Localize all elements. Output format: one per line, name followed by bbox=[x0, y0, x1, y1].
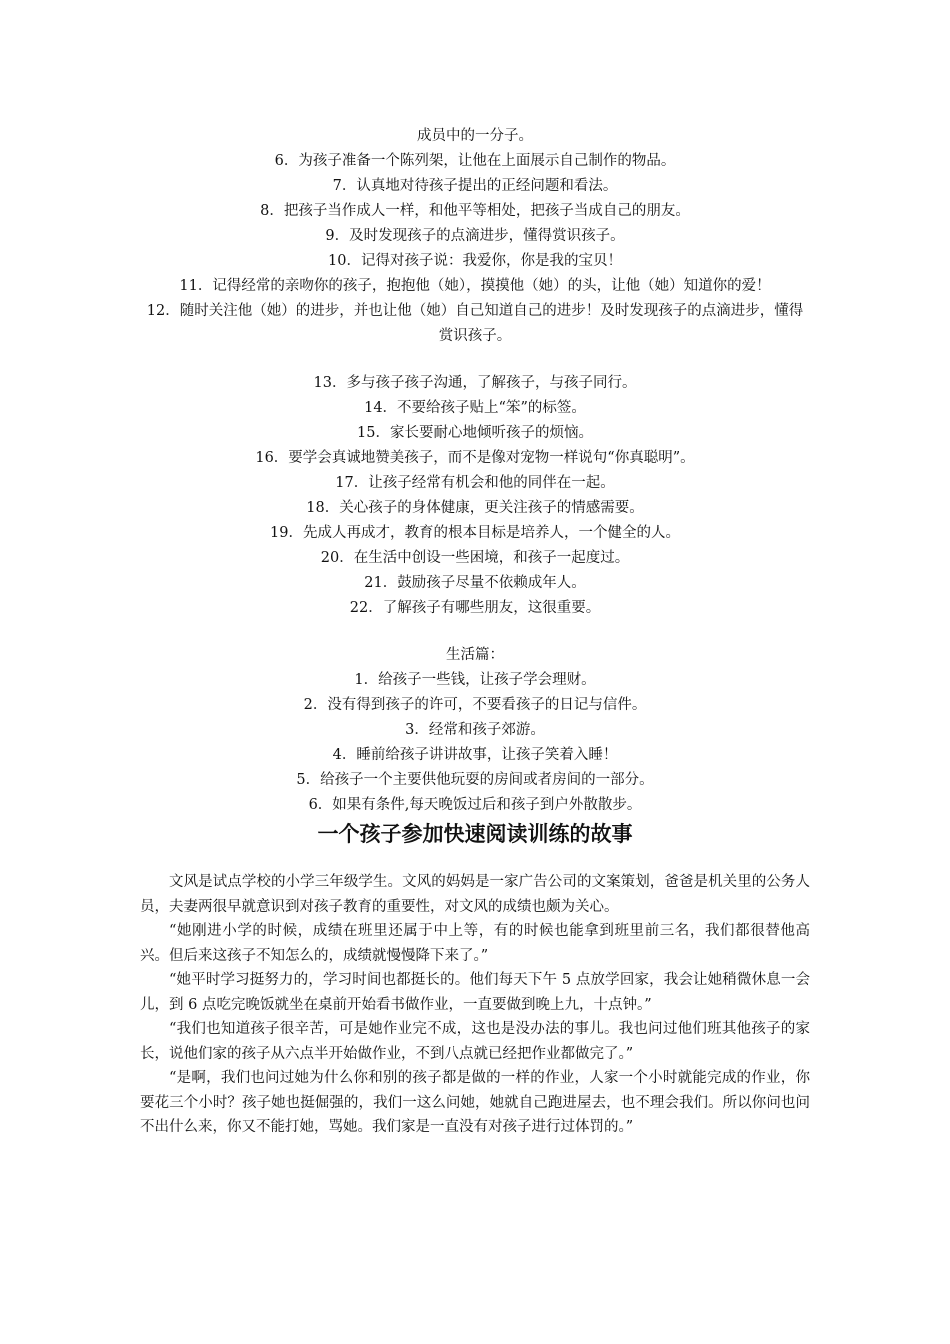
story-paragraph: 文风是试点学校的小学三年级学生。文风的妈妈是一家广告公司的文案策划，爸爸是机关里的公务人员，夫妻两很早就意识到对孩子教育的重要性，对文风的成绩也颇为关心。 bbox=[140, 874, 810, 915]
story-title: 一个孩子参加快速阅读训练的故事 bbox=[317, 822, 633, 846]
list-item: 8．把孩子当作成人一样，和他平等相处，把孩子当成自己的朋友。 bbox=[260, 203, 690, 219]
list-item: 17．让孩子经常有机会和他的同伴在一起。 bbox=[335, 475, 615, 491]
list-item: 6．为孩子准备一个陈列架，让他在上面展示自己制作的物品。 bbox=[274, 153, 676, 169]
story-body bbox=[140, 870, 810, 1140]
list-item: 2．没有得到孩子的许可，不要看孩子的日记与信件。 bbox=[303, 697, 647, 713]
list-item: 14．不要给孩子贴上“笨”的标签。 bbox=[364, 400, 586, 416]
list-item: 13．多与孩子孩子沟通，了解孩子，与孩子同行。 bbox=[313, 375, 637, 391]
list-item: 1．给孩子一些钱，让孩子学会理财。 bbox=[354, 672, 596, 688]
spacer bbox=[140, 349, 810, 371]
list-item: 11．记得经常的亲吻你的孩子，抱抱他（她），摸摸他（她）的头，让他（她）知道你的爱！ bbox=[179, 278, 771, 294]
list-item: 18．关心孩子的身体健康，更关注孩子的情感需要。 bbox=[306, 500, 644, 516]
list-item: 7．认真地对待孩子提出的正经问题和看法。 bbox=[332, 178, 618, 194]
section-heading: 生活篇： bbox=[446, 647, 504, 663]
list-item: 10．记得对孩子说：我爱你，你是我的宝贝！ bbox=[328, 253, 622, 269]
story-paragraph: “是啊，我们也问过她为什么你和别的孩子都是做的一样的作业，人家一个小时就能完成的作业，你要花三个小时？孩子她也挺倔强的，我们一这么问她，她就自己跑进屋去，也不理会我们。所以你问也问不出什么来，你又不能打她，骂她。我们家是一直没有对孩子进行过体罚的。” bbox=[140, 1070, 810, 1135]
story-paragraph: “她刚进小学的时候，成绩在班里还属于中上等，有的时候也能拿到班里前三名，我们都很替他高兴。但后来这孩子不知怎么的，成绩就慢慢降下来了。” bbox=[140, 923, 810, 964]
list-item: 9．及时发现孩子的点滴进步，懂得赏识孩子。 bbox=[325, 228, 625, 244]
story-paragraph: “她平时学习挺努力的，学习时间也都挺长的。他们每天下午 5 点放学回家，我会让她稍微休息一会儿，到 6 点吃完晚饭就坐在桌前开始看书做作业，一直要做到晚上九，十点钟。” bbox=[140, 972, 810, 1013]
list-item: 21．鼓励孩子尽量不依赖成年人。 bbox=[364, 575, 586, 591]
list-item: 19．先成人再成才，教育的根本目标是培养人，一个健全的人。 bbox=[270, 525, 680, 541]
list-item: 16．要学会真诚地赞美孩子，而不是像对宠物一样说句“你真聪明”。 bbox=[255, 450, 695, 466]
story-paragraph: “我们也知道孩子很辛苦，可是她作业完不成，这也是没办法的事儿。我也问过他们班其他孩子的家长，说他们家的孩子从六点半开始做作业，不到八点就已经把作业都做完了。” bbox=[140, 1021, 810, 1062]
list-item: 12．随时关注他（她）的进步，并也让他（她）自己知道自己的进步！及时发现孩子的点滴进步，懂得赏识孩子。 bbox=[146, 303, 804, 344]
tips-list bbox=[140, 124, 810, 818]
list-item: 3．经常和孩子郊游。 bbox=[405, 722, 545, 738]
spacer bbox=[140, 621, 810, 643]
list-item: 4．睡前给孩子讲讲故事，让孩子笑着入睡！ bbox=[332, 747, 618, 763]
list-item: 成员中的一分子。 bbox=[417, 128, 533, 144]
list-item: 22．了解孩子有哪些朋友，这很重要。 bbox=[349, 600, 601, 616]
list-item: 6．如果有条件,每天晚饭过后和孩子到户外散散步。 bbox=[308, 797, 642, 813]
list-item: 5．给孩子一个主要供他玩耍的房间或者房间的一部分。 bbox=[296, 772, 654, 788]
list-item: 15．家长要耐心地倾听孩子的烦恼。 bbox=[357, 425, 593, 441]
list-item: 20．在生活中创设一些困境，和孩子一起度过。 bbox=[320, 550, 630, 566]
